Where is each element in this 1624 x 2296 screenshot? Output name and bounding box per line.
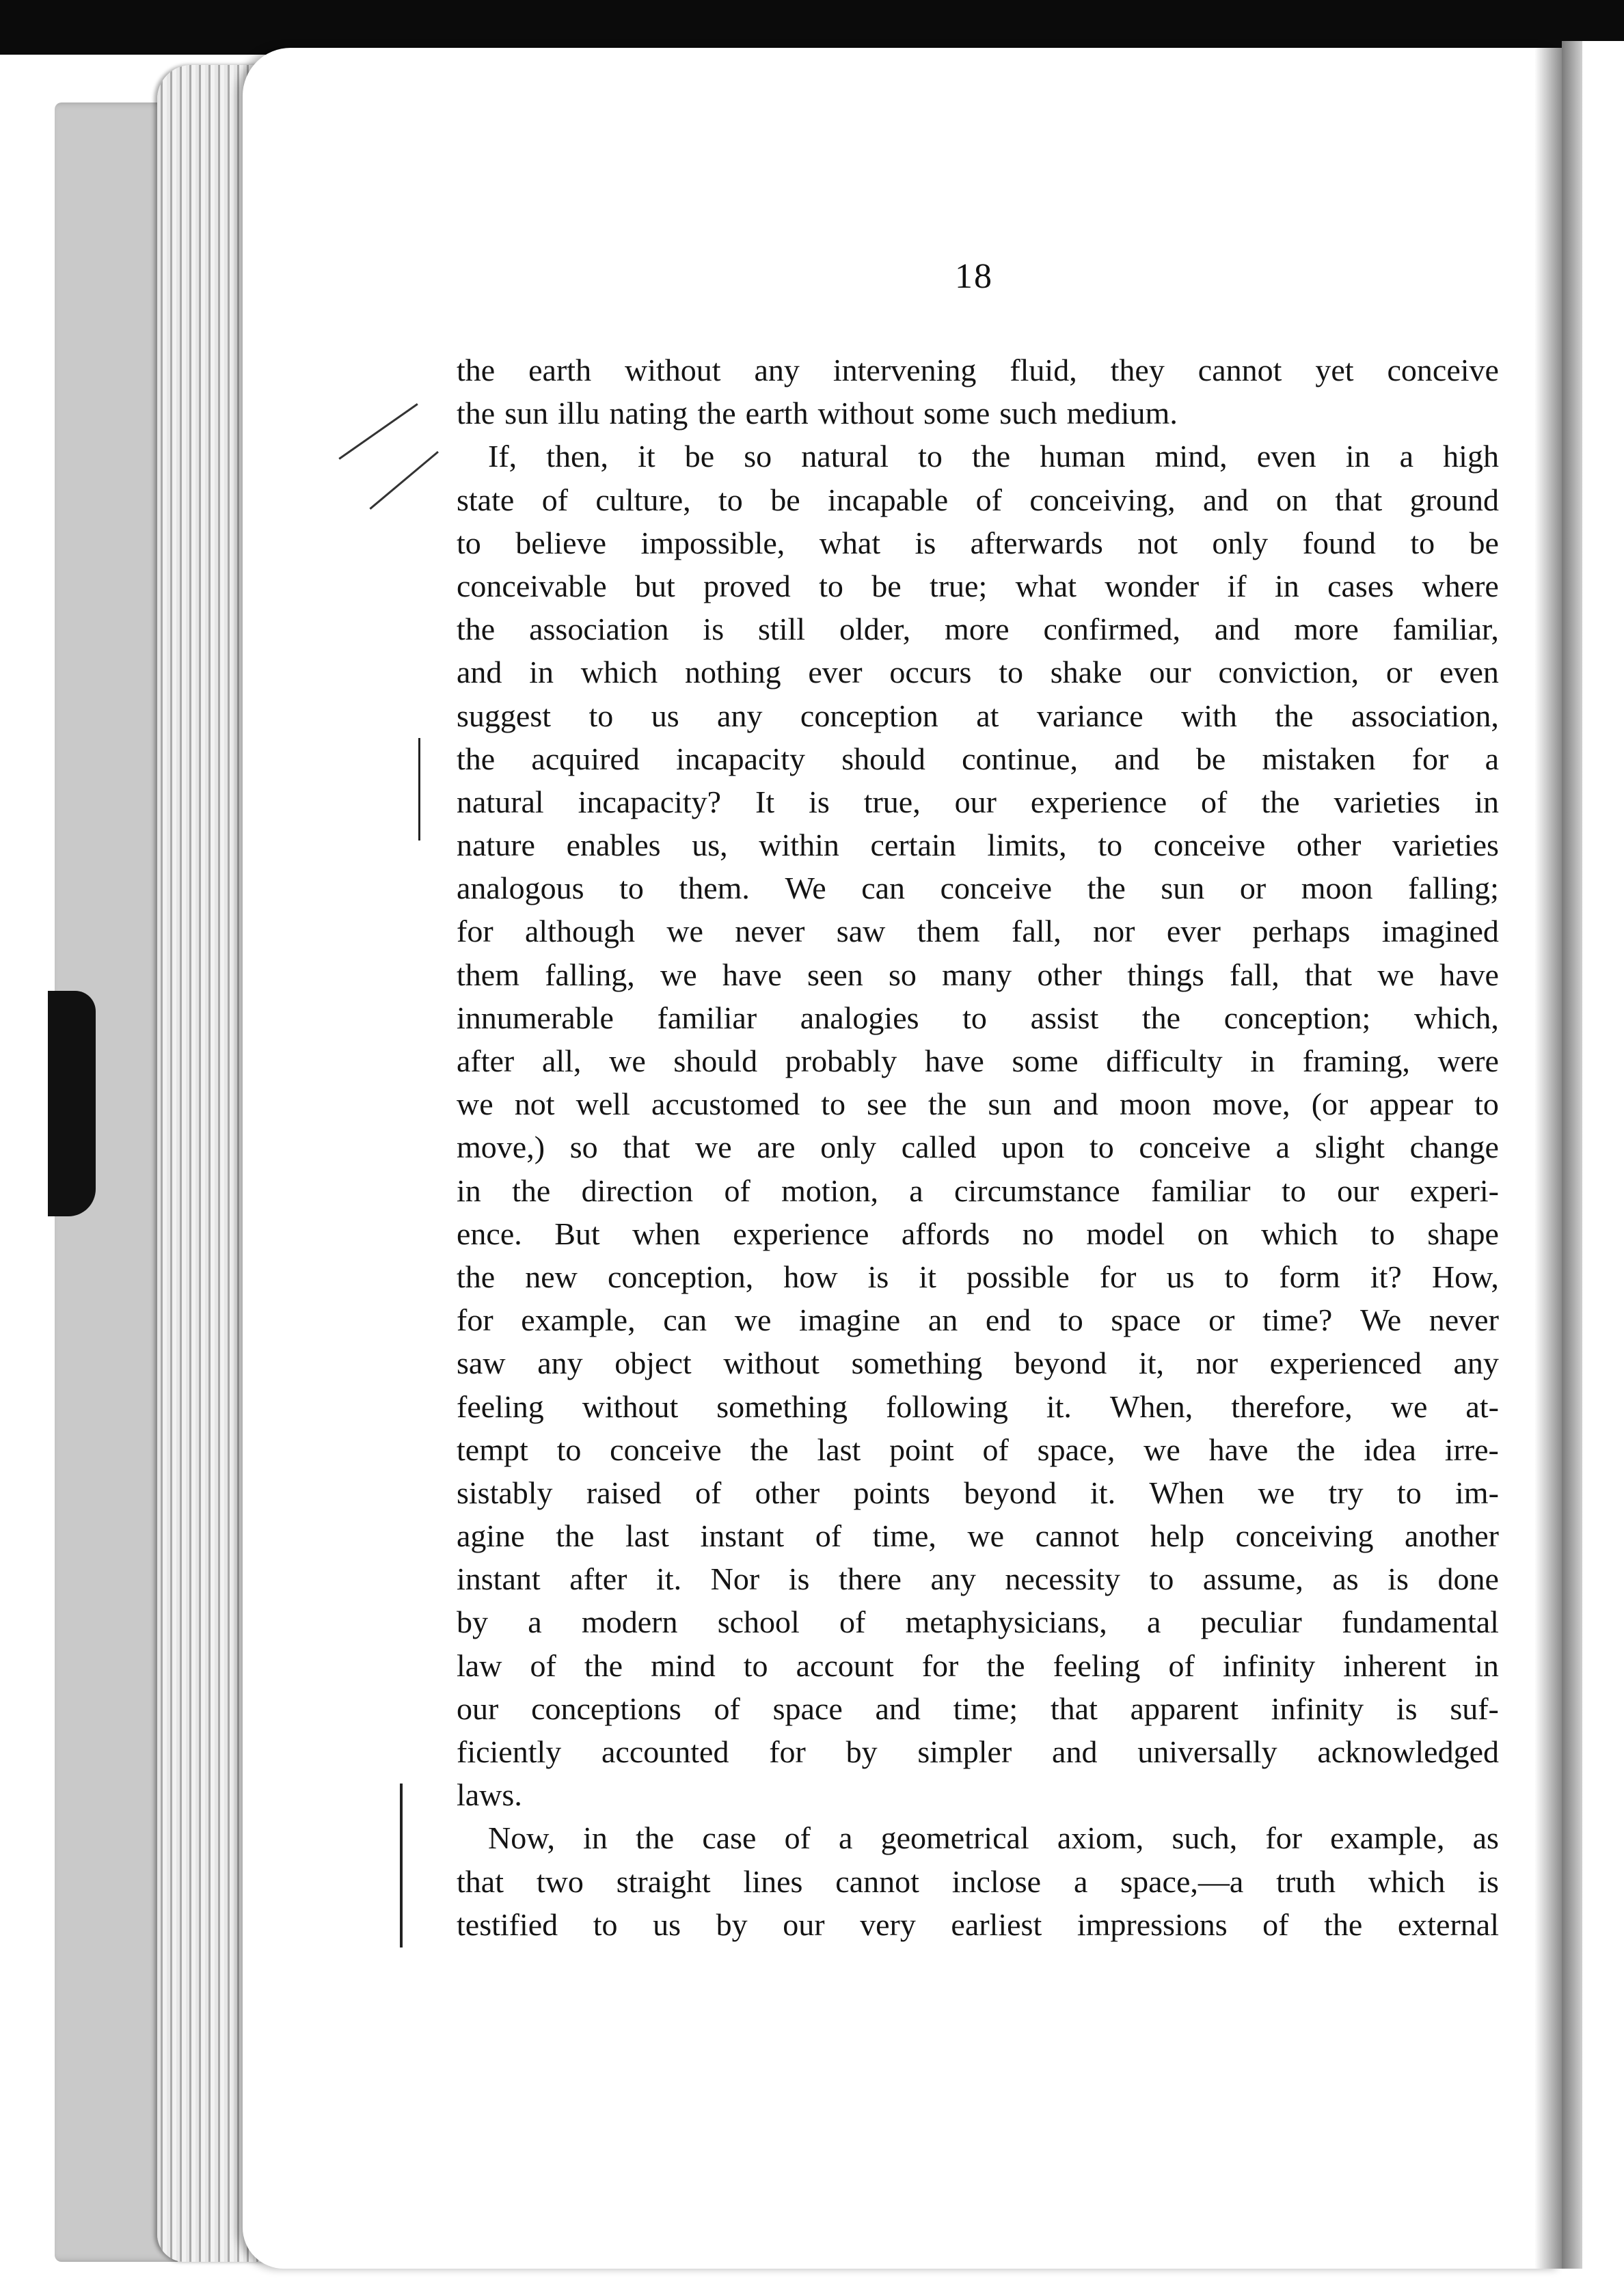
text-line: we not well accustomed to see the sun and moon move, (or appear to (457, 1086, 1499, 1122)
scan-background-top (0, 0, 1624, 55)
text-line: for although we never saw them fall, nor ever perhaps imagined (457, 914, 1499, 949)
body-text (457, 348, 1499, 1946)
text-line: and in which nothing ever occurs to shake our conviction, or even (457, 655, 1499, 690)
text-line: feeling without something following it. When, therefore, we at- (457, 1389, 1499, 1424)
text-line: that two straight lines cannot inclose a space,—a truth which is (457, 1863, 1499, 1899)
text-line: Now, in the case of a geometrical axiom, such, for example, as (488, 1820, 1499, 1856)
cover-damage-shadow (48, 991, 96, 1216)
margin-pencil-mark (400, 1784, 403, 1948)
text-line: law of the mind to account for the feeling of infinity inherent in (457, 1648, 1499, 1683)
text-line: natural incapacity? It is true, our experience of the varieties in (457, 784, 1499, 819)
page-number: 18 (955, 257, 993, 296)
text-line: analogous to them. We can conceive the sun or moon falling; (457, 871, 1499, 906)
text-line: the sun illu nating the earth without some such medium. (457, 396, 1178, 431)
text-line: suggest to us any conception at variance with the association, (457, 698, 1499, 733)
text-line: sistably raised of other points beyond it. When we try to im- (457, 1475, 1499, 1510)
text-line: agine the last instant of time, we cannot help conceiving another (457, 1518, 1499, 1554)
text-line: by a modern school of metaphysicians, a peculiar fundamental (457, 1604, 1499, 1640)
text-line: testified to us by our very earliest impressions of the external (457, 1906, 1499, 1942)
text-line: laws. (457, 1777, 522, 1813)
text-line: tempt to conceive the last point of space, we have the idea irre- (457, 1432, 1499, 1467)
text-line: instant after it. Nor is there any necessity to assume, as is done (457, 1561, 1499, 1597)
text-line: ence. But when experience affords no model on which to shape (457, 1216, 1499, 1251)
text-line: them falling, we have seen so many other things fall, that we have (457, 957, 1499, 992)
next-page-shadow (1562, 41, 1582, 2269)
page-gutter-shadow (1534, 48, 1562, 2269)
margin-pencil-mark (418, 738, 420, 840)
text-line: the earth without any intervening fluid, they cannot yet conceive (457, 353, 1499, 387)
text-line: state of culture, to be incapable of conceiving, and on that ground (457, 482, 1499, 517)
text-line: our conceptions of space and time; that apparent infinity is suf- (457, 1691, 1499, 1726)
text-line: ficiently accounted for by simpler and universally acknowledged (457, 1734, 1499, 1769)
text-line: innumerable familiar analogies to assist the conception; which, (457, 1000, 1499, 1035)
text-line: the acquired incapacity should continue, and be mistaken for a (457, 741, 1499, 776)
text-line: the association is still older, more confirmed, and more familiar, (457, 612, 1499, 647)
text-line: saw any object without something beyond it, nor experienced any (457, 1345, 1499, 1381)
text-line: after all, we should probably have some difficulty in framing, were (457, 1043, 1499, 1078)
text-line: conceivable but proved to be true; what wonder if in cases where (457, 568, 1499, 603)
text-line: move,) so that we are only called upon to conceive a slight change (457, 1130, 1499, 1165)
text-line: the new conception, how is it possible for us to form it? How, (457, 1259, 1499, 1294)
text-line: to believe impossible, what is afterwards not only found to be (457, 525, 1499, 560)
scan-background-left (0, 55, 55, 2296)
text-line: for example, can we imagine an end to space or time? We never (457, 1302, 1499, 1338)
text-line: nature enables us, within certain limits, to conceive other varieties (457, 828, 1499, 863)
text-line: If, then, it be so natural to the human mind, even in a high (488, 439, 1499, 474)
text-line: in the direction of motion, a circumstance familiar to our experi- (457, 1173, 1499, 1208)
